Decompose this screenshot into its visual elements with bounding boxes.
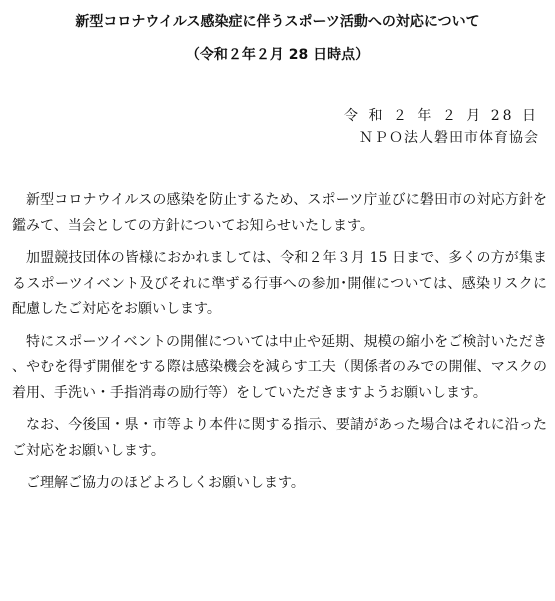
body-paragraph: 加盟競技団体の皆様におかれましては、令和２年３月 15 日まで、多くの方が集まるスポーツイベント及びそれに準ずる行事への参加･開催については、感染リスクに配慮したご対応をお願いします。 [12, 250, 547, 317]
body-paragraph: なお、今後国・県・市等より本件に関する指示、要請があった場合はそれに沿ったご対応をお願いします。 [12, 417, 547, 459]
document-title: 新型コロナウイルス感染症に伴うスポーツ活動への対応について [75, 14, 480, 30]
body-paragraph: ご理解ご協力のほどよろしくお願いします。 [26, 475, 305, 491]
document-date: 令 和 ２ 年 ２ 月 28 日 [344, 108, 539, 124]
issuing-organization: ＮＰＯ法人磐田市体育協会 [359, 130, 539, 146]
document-body [12, 188, 547, 504]
body-paragraph: 特にスポーツイベントの開催については中止や延期、規模の縮小をご検討いただき、やむを得ず開催をする際は感染機会を減らす工夫（関係者のみでの開催、マスクの着用、手洗い・手指消毒の励行等）をしていただきますようお願いします。 [12, 333, 547, 401]
document-subtitle: （令和２年２月 28 日時点） [185, 47, 370, 63]
body-paragraph: 新型コロナウイルスの感染を防止するため、スポーツ庁並びに磐田市の対応方針を鑑みて、当会としての方針についてお知らせいたします。 [12, 192, 547, 234]
